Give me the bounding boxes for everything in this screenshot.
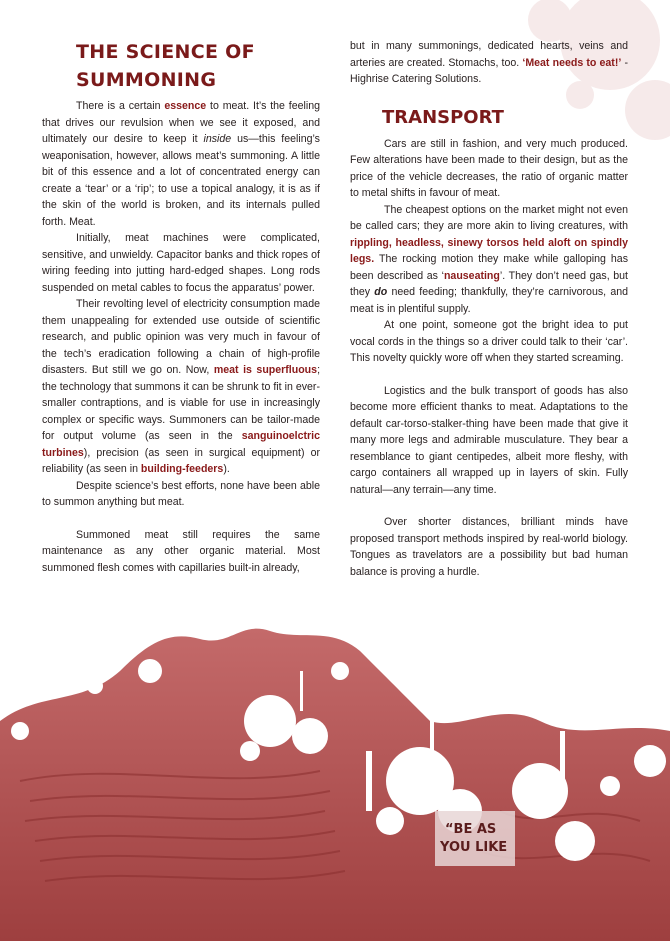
paragraph-logistics: Logistics and the bulk transport of goods has also become more efficient thanks to meat. Adaptations to the default car-torso-stalker-thing have been made that give it many more legs and admirable musculature. They bear a resemblance to giant centipedes, albeit more fleshy, with cargo containers all wrapped up in layers of skin. Fully natural—any terrain—any time. [350,384,628,496]
paragraph-vocal-cords: At one point, someone got the bright idea to put vocal cords in the things so a driver could talk to their ‘car’. This novelty quickly wore off when they started screaming. [350,319,628,364]
left-column [42,30,320,576]
highlight-nauseating: nauseating [443,269,500,282]
paragraph-maintenance: Summoned meat still requires the same maintenance as any other organic material. Most summoned flesh comes with capillaries built-in already, [42,528,320,574]
meat-splatter-illustration [0,611,670,941]
street-sign [435,811,515,866]
title-line-2: SUMMONING [76,69,217,91]
paragraph-shorter-distances: Over shorter distances, brilliant minds have proposed transport methods inspired by real-world biology. Tongues as travelators are a possibility but bad human balance is proving a hurdle. [350,516,628,578]
paragraph-essence: There is a certain essence to meat. It’s the feeling that drives our revulsion when we see it exposed, and ultimately our desire to keep it inside us—this feeling’s weaponisation, however, allows meat’s summoning. A little bit of this essence and a lot of concentrated energy can create a ‘tear’ or a ‘rip’; to use a topical analogy, it is as if the skin of the world is broken, and its internals pulled forth. Meat. [42,100,320,228]
highlight-essence: essence [164,100,207,112]
sign-line-2: YOU LIKE [440,840,508,855]
paragraph-cheapest: The cheapest options on the market might not even be called cars; they are more akin to living creatures, with rippling, headless, sinewy torsos held aloft on spindly legs. The rocking motion they make while galloping has been described as ‘nauseating’. They don’t need gas, but they do need feeding; thankfully, they’re carnivorous, and meat is in plentiful supply. [350,203,629,315]
sign-line-1: “BE AS [445,822,497,837]
paragraph-continuation: but in many summonings, dedicated hearts, veins and arteries are created. Stomachs, too. ‘Meat needs to eat!’ - Highrise Catering Solutions. [350,40,628,85]
paragraph-cars: Cars are still in fashion, and very much produced. Few alterations have been made to their design, but as the price of the vehicle decreases, the ratio of organic matter to metal shifts in favour of meat. [350,137,628,199]
highlight-superfluous: meat is superfluous [213,364,318,376]
right-column [350,38,628,580]
highlight-building-feeders: building-feeders [140,463,224,475]
section-title [76,38,320,94]
paragraph-electricity: Their revolting level of electricity consumption made them unappealing for extended use outside of scientific research, and public opinion was very much in favour of the tech’s eradication following a chain of high-profile disasters. But still we go on. Now, meat is superfluous; the technology that summons it can be shrunk to fit in ever-smaller contraptions, and is viable for use in increasingly complex or specific ways. Summoners can be tailor-made for output volume (as seen in the sanguinoelctric turbines), precision (as seen in surgical equipment) or reliability (as seen in building-feeders). [42,298,321,475]
paragraph-machines: Initially, meat machines were complicated, sensitive, and unwieldy. Capacitor banks and thick ropes of wiring feeding into jutting hard-edged shapes. Long rods suspended on metal cables to focus the apparatus’ power. [42,232,320,294]
transport-heading: TRANSPORT [382,106,504,128]
highlight-turbines: sanguinoelctric turbines [42,430,320,459]
highlight-meat-needs-to-eat: ‘Meat needs to eat!’ [522,56,622,69]
highlight-torsos: rippling, headless, sinewy torsos held aloft on spindly legs. [350,236,628,265]
title-line-1: THE SCIENCE OF [76,41,255,63]
paragraph-despite: Despite science’s best efforts, none have been able to summon anything but meat. [42,479,320,508]
